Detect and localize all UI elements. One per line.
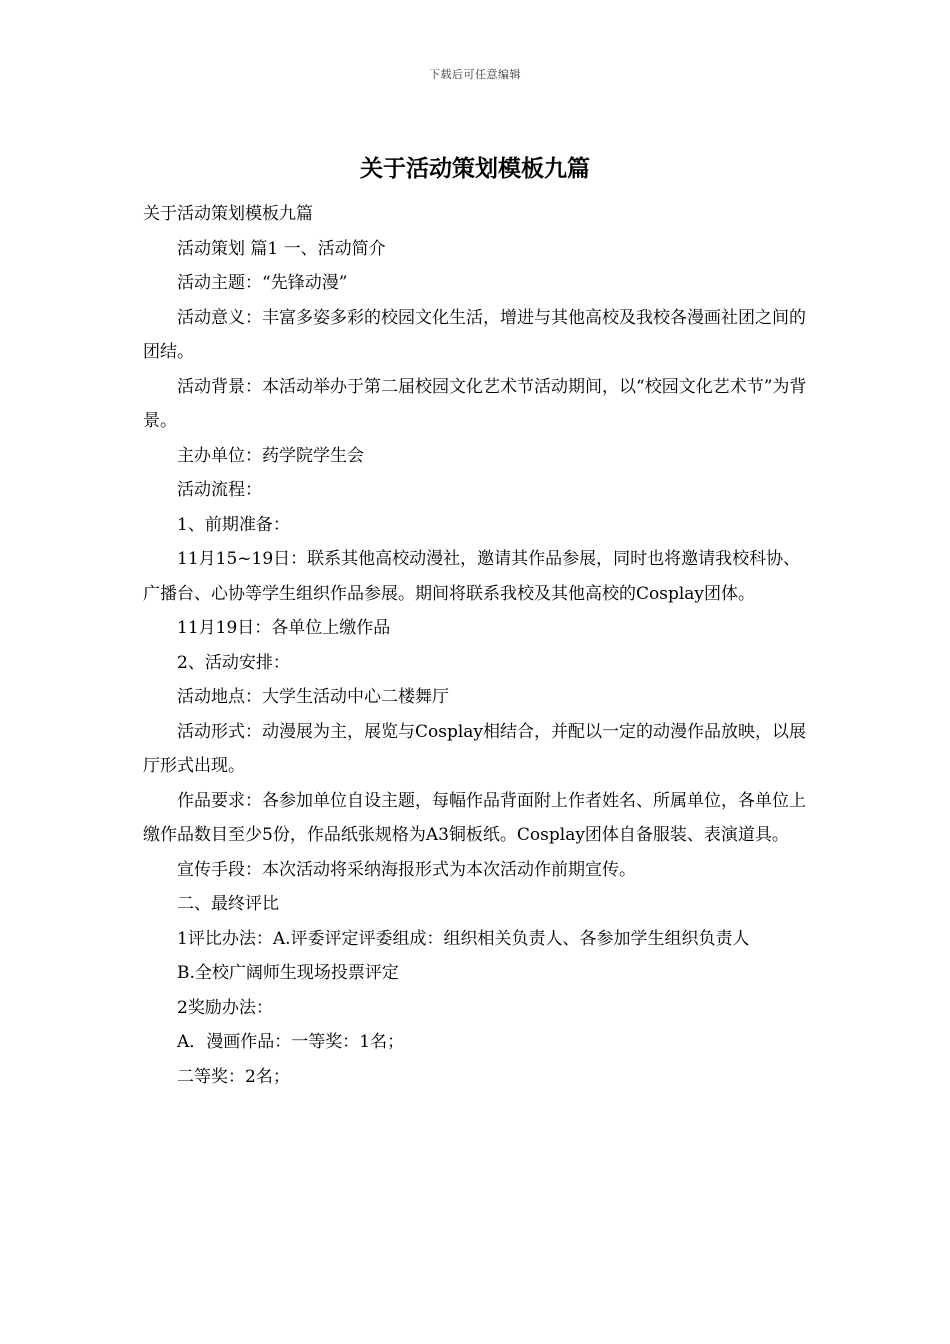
paragraph-second-prize: 二等奖：2名； bbox=[177, 1066, 290, 1087]
paragraph-theme: 活动主题：“先锋动漫” bbox=[177, 273, 348, 293]
paragraph-organizer: 主办单位：药学院学生会 bbox=[177, 445, 364, 466]
document-body bbox=[143, 197, 809, 1094]
paragraph-first-prize: A．漫画作品：一等奖：1名； bbox=[177, 1032, 405, 1052]
paragraph-location: 活动地点：大学生活动中心二楼舞厅 bbox=[177, 687, 449, 707]
paragraph-preparation: 1、前期准备： bbox=[177, 514, 290, 535]
paragraph-significance: 活动意义：丰富多姿多彩的校园文化生活，增进与其他高校及我校各漫画社团之间的团结。 bbox=[143, 307, 806, 362]
paragraph-background: 活动背景：本活动举办于第二届校园文化艺术节活动期间，以“校园文化艺术节”为背景。 bbox=[143, 376, 807, 431]
paragraph-requirements: 作品要求：各参加单位自设主题，每幅作品背面附上作者姓名、所属单位，各单位上缴作品数目至少5份，作品纸张规格为A3铜板纸。Cosplay团体自备服装、表演道具。 bbox=[143, 790, 806, 845]
paragraph-publicity: 宣传手段：本次活动将采纳海报形式为本次活动作前期宣传。 bbox=[177, 859, 636, 880]
paragraph-awards: 2奖励办法： bbox=[177, 997, 273, 1018]
paragraph-format: 活动形式：动漫展为主，展览与Cosplay相结合，并配以一定的动漫作品放映，以展厅形式出现。 bbox=[143, 721, 807, 776]
header-note: 下载后可任意编辑 bbox=[429, 68, 521, 81]
paragraph-submission: 11月19日：各单位上缴作品 bbox=[177, 618, 391, 638]
paragraph-public-vote: B.全校广阔师生现场投票评定 bbox=[177, 963, 399, 983]
paragraph-judging-method: 1评比办法：A.评委评定评委组成：组织相关负责人、各参加学生组织负责人 bbox=[177, 928, 750, 949]
document-title: 关于活动策划模板九篇 bbox=[360, 155, 590, 182]
paragraph-arrangement: 2、活动安排： bbox=[177, 652, 290, 673]
paragraph-subtitle: 关于活动策划模板九篇 bbox=[143, 204, 313, 224]
paragraph-final-judging: 二、最终评比 bbox=[177, 894, 279, 914]
paragraph-contact-schedule: 11月15~19日：联系其他高校动漫社，邀请其作品参展，同时也将邀请我校科协、广播台、心协等学生组织作品参展。期间将联系我校及其他高校的Cosplay团体。 bbox=[143, 549, 801, 604]
paragraph-process: 活动流程： bbox=[177, 480, 262, 500]
paragraph-section-intro: 活动策划 篇1 一、活动简介 bbox=[177, 238, 386, 259]
